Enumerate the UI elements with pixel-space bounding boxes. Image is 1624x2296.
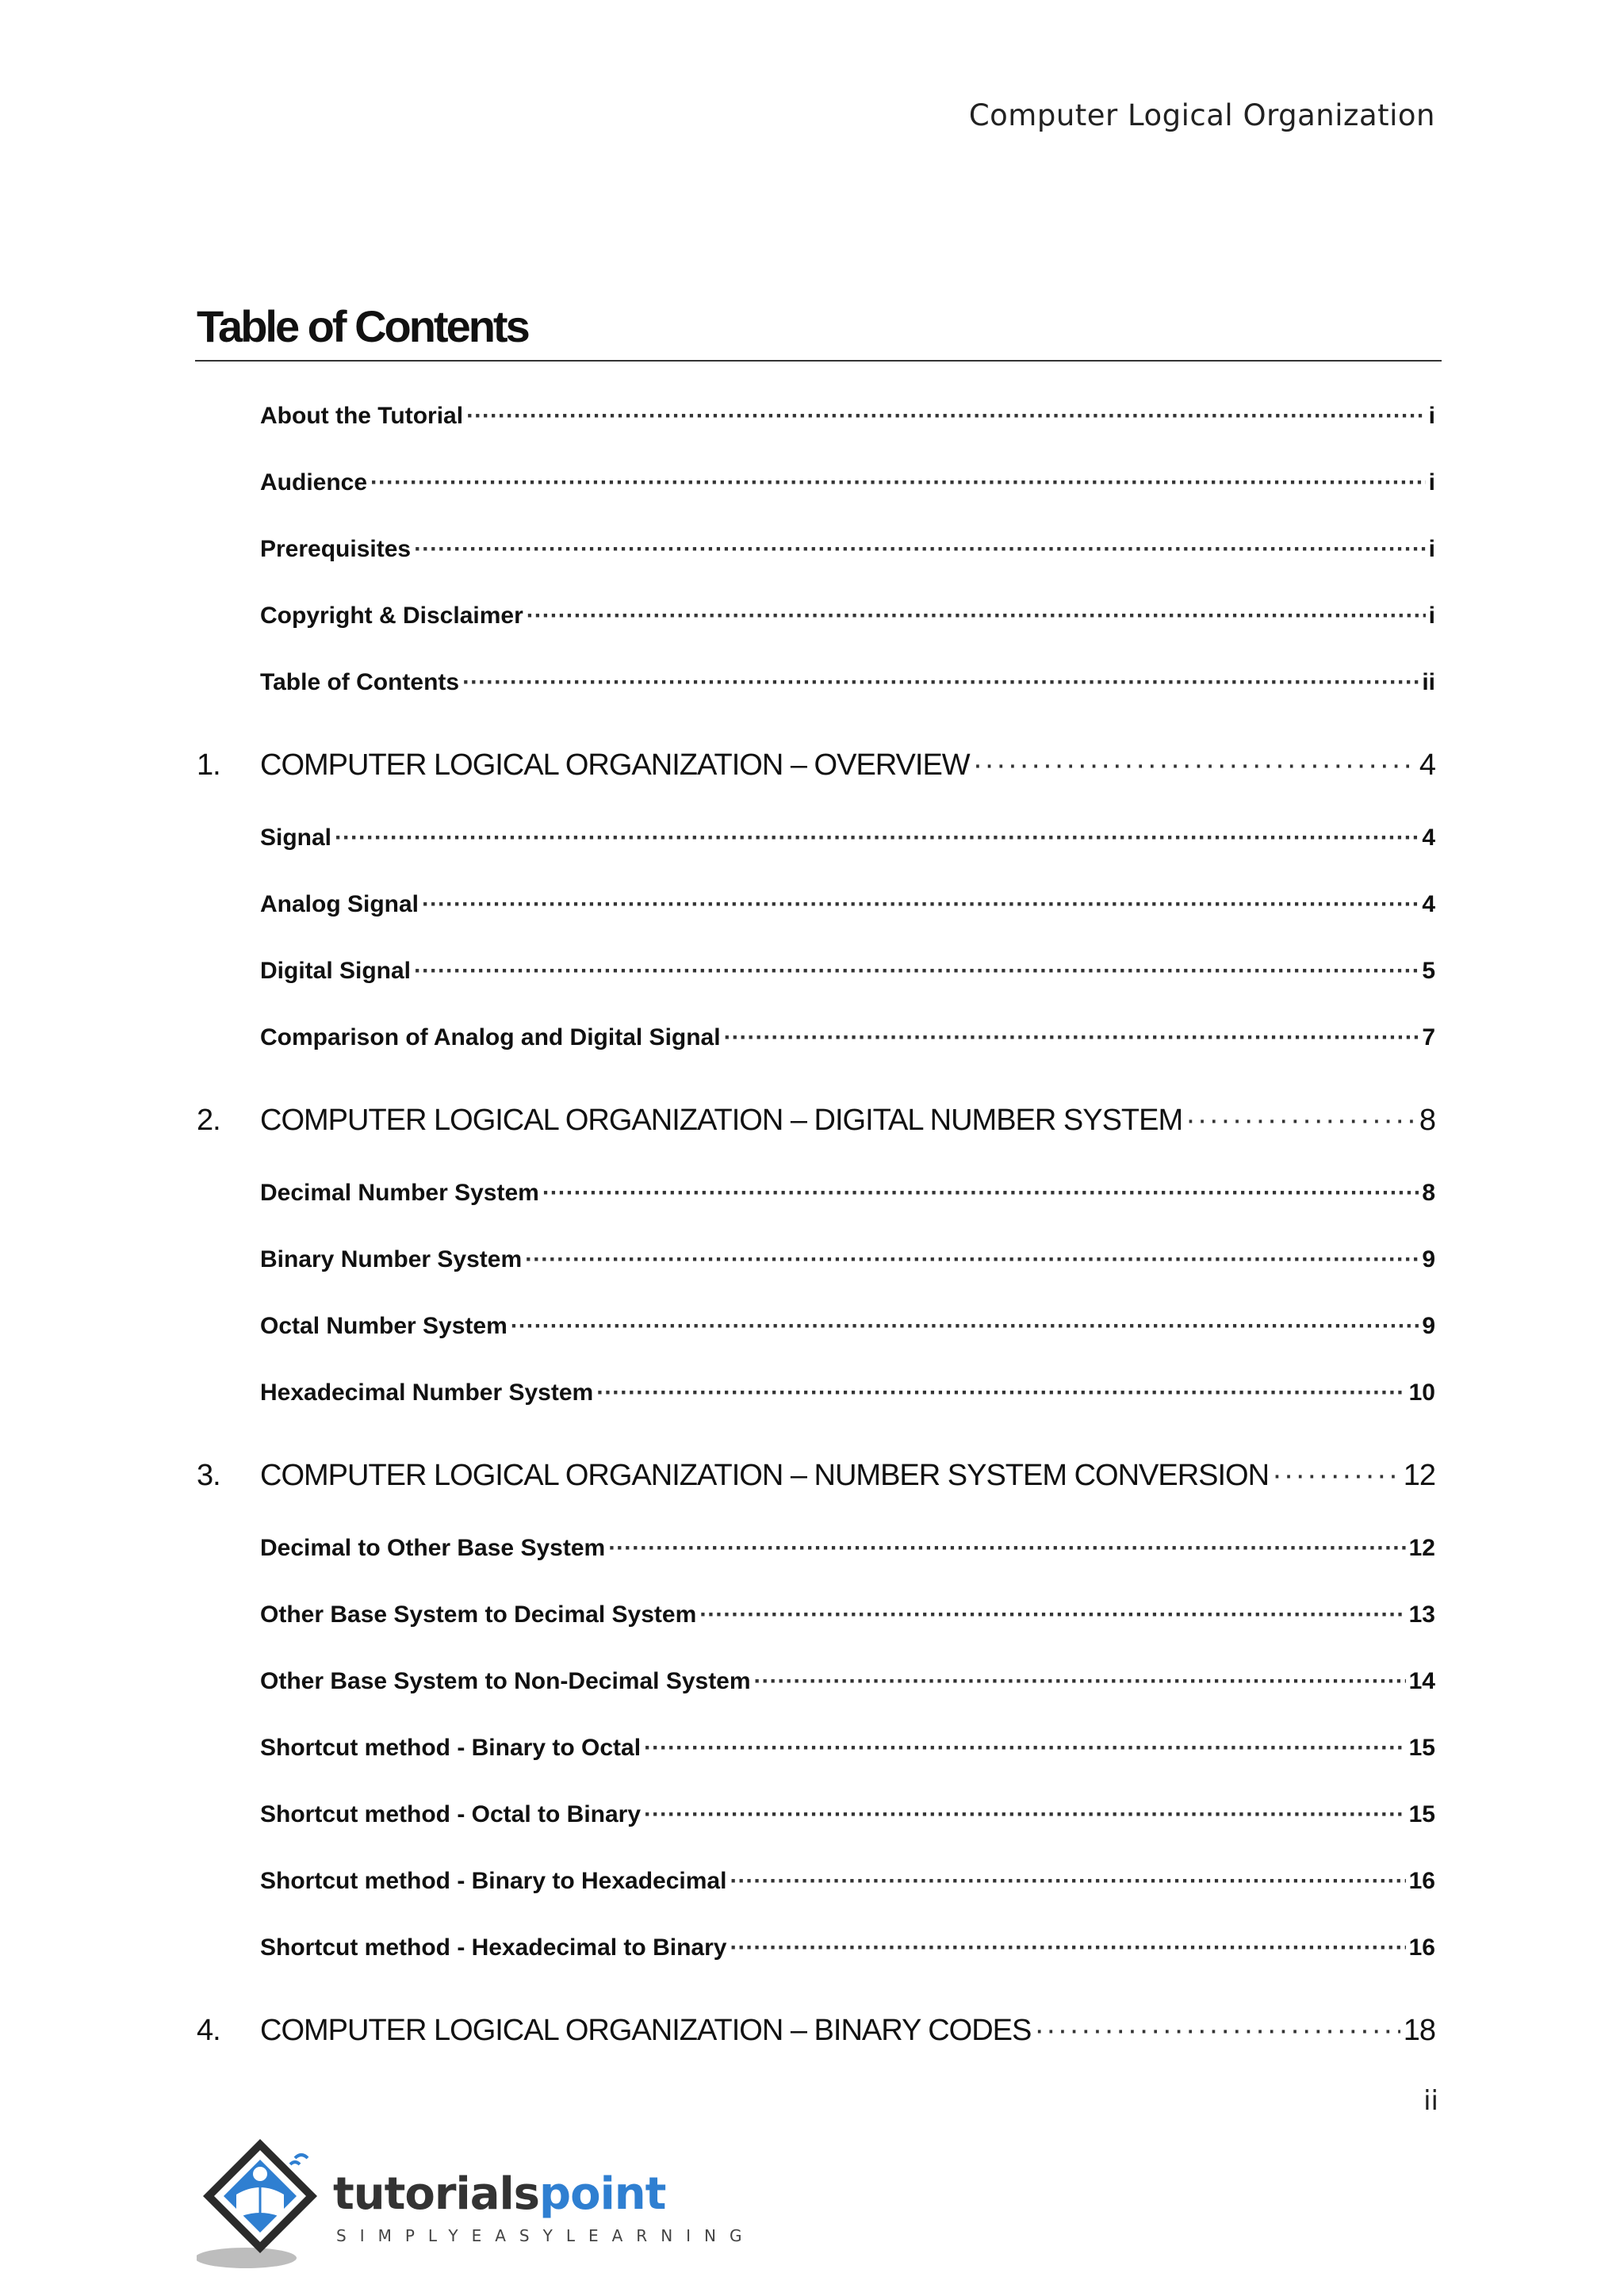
toc-chapter[interactable]	[197, 2014, 1435, 2048]
logo-word-tutorials: tutorials	[333, 2168, 540, 2220]
toc-entry-page: i	[1428, 536, 1435, 562]
toc-entry-label: Octal Number System	[260, 1313, 508, 1339]
toc-entry-label: Audience	[260, 469, 368, 496]
toc-entry-label: Comparison of Analog and Digital Signal	[260, 1024, 721, 1050]
toc-entry-label: Shortcut method - Binary to Octal	[260, 1735, 642, 1761]
toc-entry[interactable]	[197, 1246, 1435, 1273]
toc-entry-label: About the Tutorial	[260, 403, 464, 429]
toc-entry-label: Shortcut method - Binary to Hexadecimal	[260, 1868, 727, 1894]
toc-entry[interactable]	[197, 1735, 1435, 1762]
toc-entry[interactable]	[197, 603, 1435, 629]
logo-tagline: SIMPLYEASYLEARNING	[336, 2226, 756, 2245]
dot-leader	[370, 469, 1426, 496]
dot-leader	[724, 1024, 1419, 1051]
toc-entry[interactable]	[197, 469, 1435, 496]
toc-entry-label: Digital Signal	[260, 958, 412, 984]
toc-entry-page: ii	[1422, 669, 1435, 695]
toc-chapter[interactable]	[197, 748, 1435, 783]
toc-entry[interactable]	[197, 1801, 1435, 1828]
toc-entry-label: Decimal to Other Base System	[260, 1535, 606, 1561]
toc-entry-label: Analog Signal	[260, 891, 419, 917]
toc-entry-label: Prerequisites	[260, 536, 412, 562]
toc-entry[interactable]	[197, 958, 1435, 985]
dot-leader	[511, 1313, 1419, 1340]
dot-leader	[754, 1668, 1406, 1695]
dot-leader	[608, 1535, 1405, 1562]
toc-entry-page: 9	[1422, 1313, 1435, 1339]
dot-leader	[414, 536, 1426, 563]
toc-entry[interactable]	[197, 1380, 1435, 1406]
toc-entry[interactable]	[197, 403, 1435, 430]
toc-entry[interactable]	[197, 1024, 1435, 1051]
toc-entry-label: Other Base System to Decimal System	[260, 1601, 697, 1628]
toc-entry-label: Decimal Number System	[260, 1180, 539, 1206]
toc-entry[interactable]	[197, 536, 1435, 563]
dot-leader	[335, 825, 1419, 851]
toc-entry-page: 14	[1408, 1668, 1435, 1694]
dot-leader	[1034, 2014, 1400, 2048]
toc-entry[interactable]	[197, 825, 1435, 851]
toc-entry[interactable]	[197, 1535, 1435, 1562]
toc-entry[interactable]	[197, 669, 1435, 696]
toc-entry[interactable]	[197, 1934, 1435, 1961]
toc-entry-page: 10	[1408, 1380, 1435, 1406]
toc-entry-label: Hexadecimal Number System	[260, 1380, 594, 1406]
dot-leader	[525, 1246, 1419, 1273]
dot-leader	[466, 403, 1426, 430]
toc-entry-page: 15	[1408, 1801, 1435, 1827]
chapter-number: 4.	[197, 2014, 220, 2047]
dot-leader	[1185, 1104, 1416, 1138]
toc-entry-page: 15	[1408, 1735, 1435, 1761]
toc-entry[interactable]	[197, 891, 1435, 918]
logo-word-point: point	[539, 2168, 666, 2220]
dot-leader	[414, 958, 1419, 985]
toc-chapter[interactable]	[197, 1459, 1435, 1493]
toc-entry-page: i	[1428, 603, 1435, 629]
toc-entry[interactable]	[197, 1601, 1435, 1628]
toc-entry-page: i	[1428, 469, 1435, 496]
tutorialspoint-logo	[197, 2133, 756, 2275]
chapter-title: COMPUTER LOGICAL ORGANIZATION – OVERVIEW	[260, 748, 970, 782]
dot-leader	[596, 1380, 1405, 1406]
dot-leader	[730, 1868, 1405, 1895]
logo-wordmark	[333, 2168, 666, 2220]
dot-leader	[644, 1735, 1406, 1762]
toc-entry-label: Shortcut method - Octal to Binary	[260, 1801, 642, 1827]
toc-entry-page: 5	[1422, 958, 1435, 984]
toc-entry-page: 16	[1408, 1868, 1435, 1894]
dot-leader	[699, 1601, 1405, 1628]
toc-entry-label: Signal	[260, 825, 332, 851]
toc-entry-page: 4	[1422, 825, 1435, 851]
toc-entry[interactable]	[197, 1180, 1435, 1207]
toc-entry-label: Binary Number System	[260, 1246, 523, 1272]
dot-leader	[1272, 1459, 1400, 1493]
toc-entry-page: 16	[1408, 1934, 1435, 1961]
toc-entry-page: 7	[1422, 1024, 1435, 1050]
running-header: Computer Logical Organization	[968, 98, 1435, 132]
toc-entry[interactable]	[197, 1868, 1435, 1895]
chapter-page: 8	[1419, 1104, 1435, 1137]
toc-entry[interactable]	[197, 1313, 1435, 1340]
toc-entry-page: 4	[1422, 891, 1435, 917]
toc-entry-label: Copyright & Disclaimer	[260, 603, 523, 629]
toc-entry-page: 9	[1422, 1246, 1435, 1272]
chapter-title: COMPUTER LOGICAL ORGANIZATION – BINARY CODES	[260, 2014, 1032, 2047]
title-divider	[195, 360, 1442, 362]
chapter-page: 12	[1403, 1459, 1435, 1492]
toc-entry-page: 8	[1422, 1180, 1435, 1206]
dot-leader	[542, 1180, 1419, 1207]
chapter-number: 3.	[197, 1459, 220, 1492]
toc-entry-page: 12	[1408, 1535, 1435, 1561]
dot-leader	[973, 748, 1416, 783]
chapter-number: 2.	[197, 1104, 220, 1137]
dot-leader	[730, 1934, 1405, 1961]
toc-chapter[interactable]	[197, 1104, 1435, 1138]
dot-leader	[422, 891, 1419, 918]
chapter-number: 1.	[197, 748, 220, 782]
toc-entry[interactable]	[197, 1668, 1435, 1695]
dot-leader	[527, 603, 1426, 629]
toc-title: Table of Contents	[197, 301, 528, 351]
toc-entry-page: i	[1428, 403, 1435, 429]
toc-entry-page: 13	[1408, 1601, 1435, 1628]
toc-entry-label: Table of Contents	[260, 669, 460, 695]
dot-leader	[644, 1801, 1406, 1828]
toc-entry-label: Other Base System to Non-Decimal System	[260, 1668, 751, 1694]
chapter-page: 4	[1419, 748, 1435, 782]
dot-leader	[462, 669, 1419, 696]
chapter-title: COMPUTER LOGICAL ORGANIZATION – DIGITAL NUMBER SYSTEM	[260, 1104, 1183, 1137]
page-number: ii	[1423, 2085, 1438, 2117]
toc-entry-label: Shortcut method - Hexadecimal to Binary	[260, 1934, 727, 1961]
chapter-page: 18	[1403, 2014, 1435, 2047]
chapter-title: COMPUTER LOGICAL ORGANIZATION – NUMBER SYSTEM CONVERSION	[260, 1459, 1270, 1492]
